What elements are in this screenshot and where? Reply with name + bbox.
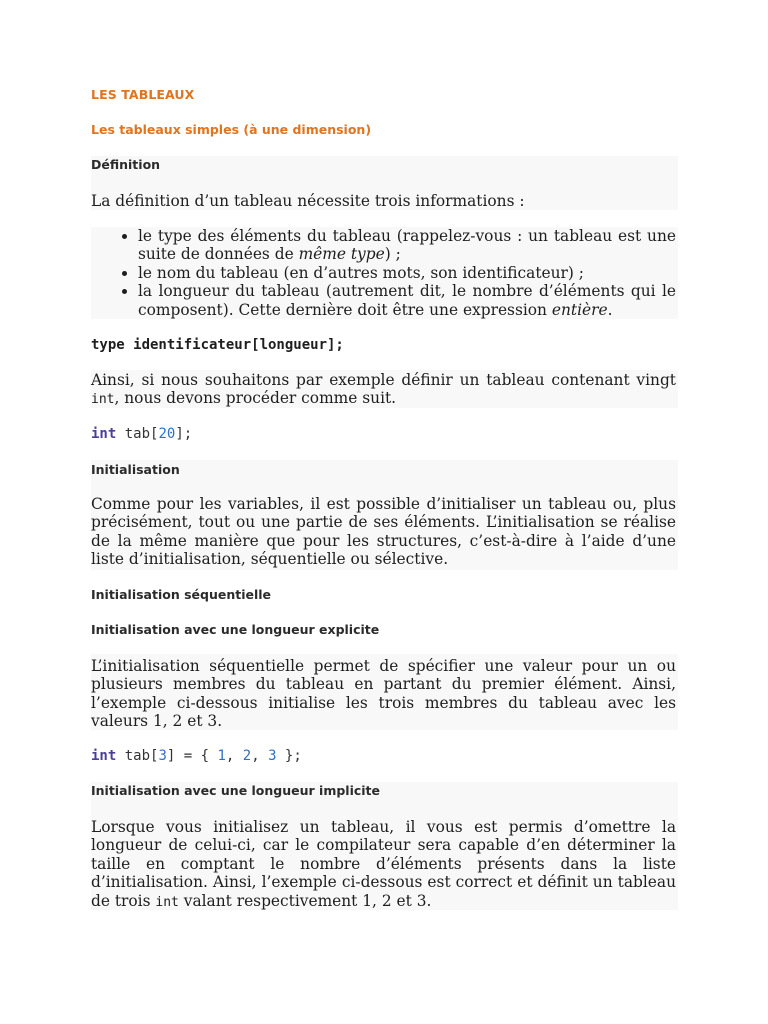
heading-longueur-implicite: Initialisation avec une longueur implicite <box>91 783 381 798</box>
syntax-code: type identificateur[longueur]; <box>91 337 344 353</box>
list-item: • la longueur du tableau (autrement dit, le nombre d’éléments qui le composent). Cette dernière doit être une expression entière. <box>138 282 676 319</box>
definition-list <box>91 227 676 319</box>
document-title: LES TABLEAUX <box>91 87 195 102</box>
definition-intro: La définition d’un tableau nécessite trois informations : <box>91 192 525 210</box>
definition-example-text: Ainsi, si nous souhaitons par exemple définir un tableau contenant vingt int, nous devons procéder comme suit. <box>91 371 676 408</box>
heading-initialisation: Initialisation <box>91 462 180 477</box>
code-example-declaration: int tab[20]; <box>91 426 193 442</box>
heading-initialisation-sequentielle: Initialisation séquentielle <box>91 587 271 602</box>
section-subtitle: Les tableaux simples (à une dimension) <box>91 122 372 137</box>
heading-longueur-explicite: Initialisation avec une longueur explicite <box>91 622 380 637</box>
list-item: • le type des éléments du tableau (rappelez-vous : un tableau est une suite de données de même type) ; <box>138 227 676 264</box>
heading-definition: Définition <box>91 157 161 172</box>
initialisation-text: Comme pour les variables, il est possible d’initialiser un tableau ou, plus précisément, tout ou une partie de ses éléments. L’initialisation se réalise de la même manière que pour les structures, c’est-à-dire à l’aide d’une liste d’initialisation, séquentielle ou sélective. <box>91 495 676 569</box>
list-item: • le nom du tableau (en d’autres mots, son identificateur) ; <box>138 264 676 282</box>
explicit-text: L’initialisation séquentielle permet de spécifier une valeur pour un ou plusieurs membres du tableau en partant du premier élément. Ainsi, l’exemple ci-dessous initialise les trois membres du tableau avec les valeurs 1, 2 et 3. <box>91 657 676 731</box>
implicit-text: Lorsque vous initialisez un tableau, il vous est permis d’omettre la longueur de celui-ci, car le compilateur sera capable d’en déterminer la taille en comptant le nombre d’éléments présents dans la liste d’initialisation. Ainsi, l’exemple ci-dessous est correct et définit un tableau de trois int valant respectivement 1, 2 et 3. <box>91 818 676 910</box>
code-example-explicit: int tab[3] = { 1, 2, 3 }; <box>91 748 302 764</box>
